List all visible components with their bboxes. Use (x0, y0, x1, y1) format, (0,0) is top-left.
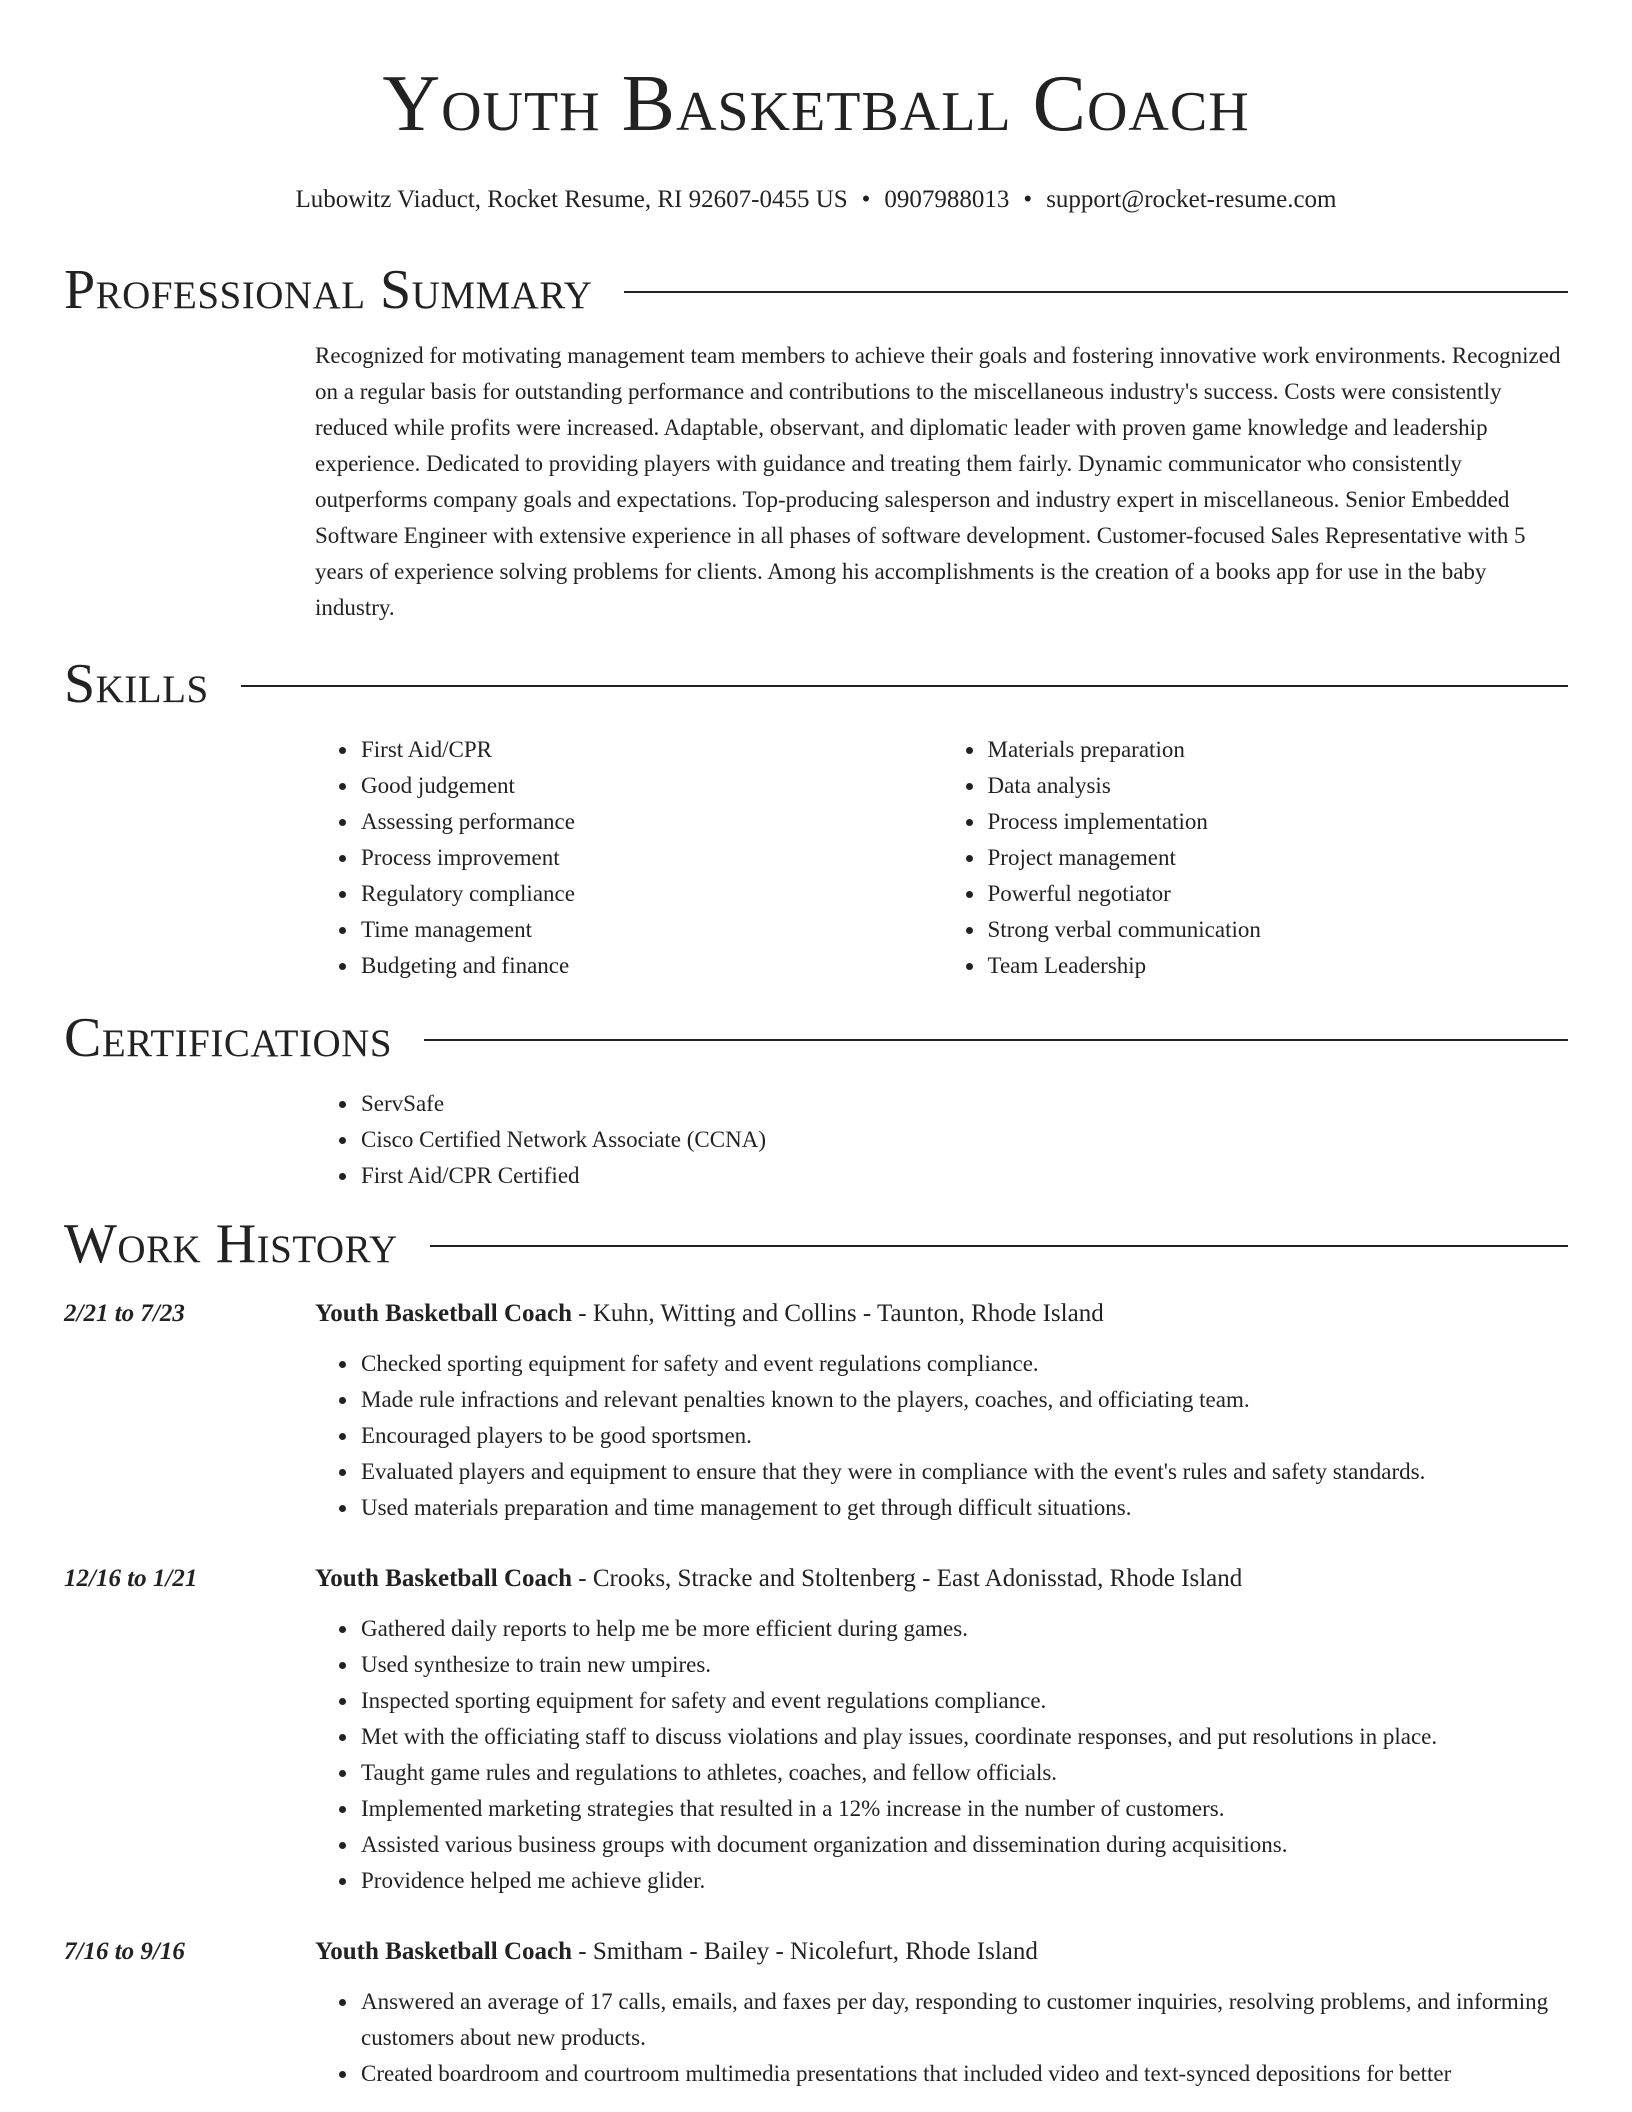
job-bullet: • Implemented marketing strategies that resulted in a 12% increase in the number of customers. (359, 1791, 1568, 1827)
job-details: - Kuhn, Witting and Collins - Taunton, Rhode Island (572, 1300, 1104, 1327)
job-bullet: • Met with the officiating staff to discuss violations and play issues, coordinate responses, and put resolutions in place. (359, 1719, 1568, 1755)
job-header (64, 1934, 1568, 1970)
work-history-heading: Work History (64, 1213, 398, 1275)
certification-item: • First Aid/CPR Certified (359, 1158, 1568, 1194)
skills-grid (315, 732, 1568, 984)
job-bullet: • Created boardroom and courtroom multimedia presentations that included video and text-synced depositions for better (359, 2056, 1568, 2092)
skill-item: • Project management (986, 840, 1569, 876)
job-bullet: • Answered an average of 17 calls, emails, and faxes per day, responding to customer inquiries, resolving problems, and informing customers about new products. (359, 1984, 1568, 2056)
phone: 0907988013 (884, 186, 1010, 213)
job-bullets (315, 1984, 1568, 2092)
skills-list-right (942, 732, 1569, 984)
job-bullet: • Encouraged players to be good sportsmen. (359, 1418, 1568, 1454)
skill-item: • Assessing performance (359, 804, 942, 840)
email: support@rocket-resume.com (1046, 186, 1337, 213)
certification-item: • Cisco Certified Network Associate (CCNA) (359, 1122, 1568, 1158)
job-heading (315, 1296, 1104, 1332)
job-heading (315, 1934, 1038, 1970)
skills-heading: Skills (64, 653, 209, 715)
certifications-block (315, 1086, 1568, 1194)
job-dates: 12/16 to 1/21 (64, 1565, 198, 1592)
job-bullet-list (315, 1346, 1568, 1526)
skill-item: • Process improvement (359, 840, 942, 876)
certifications-section-header (64, 1008, 1568, 1068)
job-bullet: • Used synthesize to train new umpires. (359, 1647, 1568, 1683)
job-entry (0, 1296, 1632, 1526)
skill-item: • Materials preparation (986, 732, 1569, 768)
summary-text: Recognized for motivating management team members to achieve their goals and fostering innovative work environments. Recognized on a regular basis for outstanding performance and contributions to the miscellaneous industry's success. Costs were consistently reduced while profits were increased. Adaptable, observant, and diplomatic leader with proven game knowledge and leadership experience. Dedicated to providing players with guidance and treating them fairly. Dynamic communicator who consistently outperforms company goals and expectations. Top-producing salesperson and industry expert in miscellaneous. Senior Embedded Software Engineer with extensive experience in all phases of software development. Customer-focused Sales Representative with 5 years of experience solving problems for clients. Among his accomplishments is the creation of a books app for use in the baby industry. (315, 343, 1561, 620)
job-title: Youth Basketball Coach (315, 1565, 572, 1592)
skill-item: • Regulatory compliance (359, 876, 942, 912)
skills-list-left (315, 732, 942, 984)
job-bullet: • Used materials preparation and time management to get through difficult situations. (359, 1490, 1568, 1526)
job-bullet-list (315, 1611, 1568, 1899)
job-header (64, 1561, 1568, 1597)
skill-item: • Process implementation (986, 804, 1569, 840)
job-dates: 2/21 to 7/23 (64, 1300, 185, 1327)
summary-section-header (64, 260, 1568, 320)
skill-item: • Powerful negotiator (986, 876, 1569, 912)
certifications-heading: Certifications (64, 1007, 393, 1069)
resume-title: Youth Basketball Coach (382, 60, 1250, 148)
address: Lubowitz Viaduct, Rocket Resume, RI 92607-0455 US (295, 186, 848, 213)
contact-line (0, 184, 1632, 216)
job-bullets (315, 1346, 1568, 1526)
job-bullet-list (315, 1984, 1568, 2092)
job-bullet: • Checked sporting equipment for safety and event regulations compliance. (359, 1346, 1568, 1382)
job-bullets (315, 1611, 1568, 1899)
contact-separator: • (861, 186, 871, 213)
skill-item: • Time management (359, 912, 942, 948)
job-details: - Smitham - Bailey - Nicolefurt, Rhode Island (572, 1938, 1038, 1965)
job-title: Youth Basketball Coach (315, 1938, 572, 1965)
job-heading (315, 1561, 1242, 1597)
skill-item: • Strong verbal communication (986, 912, 1569, 948)
section-divider (624, 291, 1568, 293)
job-bullet: • Assisted various business groups with document organization and dissemination during acquisitions. (359, 1827, 1568, 1863)
skill-item: • Team Leadership (986, 948, 1569, 984)
job-bullet: • Evaluated players and equipment to ensure that they were in compliance with the event's rules and safety standards. (359, 1454, 1568, 1490)
certifications-list (315, 1086, 1568, 1194)
summary-heading: Professional Summary (64, 259, 593, 321)
job-entry (0, 1934, 1632, 2092)
contact-separator: • (1023, 186, 1033, 213)
job-entry (0, 1561, 1632, 1899)
work-history-section-header (64, 1214, 1568, 1274)
section-divider (241, 685, 1568, 687)
section-divider (430, 1245, 1568, 1247)
skill-item: • First Aid/CPR (359, 732, 942, 768)
skills-section-header (64, 654, 1568, 714)
job-title: Youth Basketball Coach (315, 1300, 572, 1327)
job-bullet: • Gathered daily reports to help me be more efficient during games. (359, 1611, 1568, 1647)
skill-item: • Good judgement (359, 768, 942, 804)
job-dates: 7/16 to 9/16 (64, 1938, 185, 1965)
skill-item: • Budgeting and finance (359, 948, 942, 984)
certification-item: • ServSafe (359, 1086, 1568, 1122)
job-bullet: • Providence helped me achieve glider. (359, 1863, 1568, 1899)
section-divider (424, 1039, 1568, 1041)
job-header (64, 1296, 1568, 1332)
job-bullet: • Made rule infractions and relevant penalties known to the players, coaches, and officiating team. (359, 1382, 1568, 1418)
job-details: - Crooks, Stracke and Stoltenberg - East Adonisstad, Rhode Island (572, 1565, 1243, 1592)
job-bullet: • Inspected sporting equipment for safety and event regulations compliance. (359, 1683, 1568, 1719)
job-bullet: • Taught game rules and regulations to athletes, coaches, and fellow officials. (359, 1755, 1568, 1791)
skill-item: • Data analysis (986, 768, 1569, 804)
